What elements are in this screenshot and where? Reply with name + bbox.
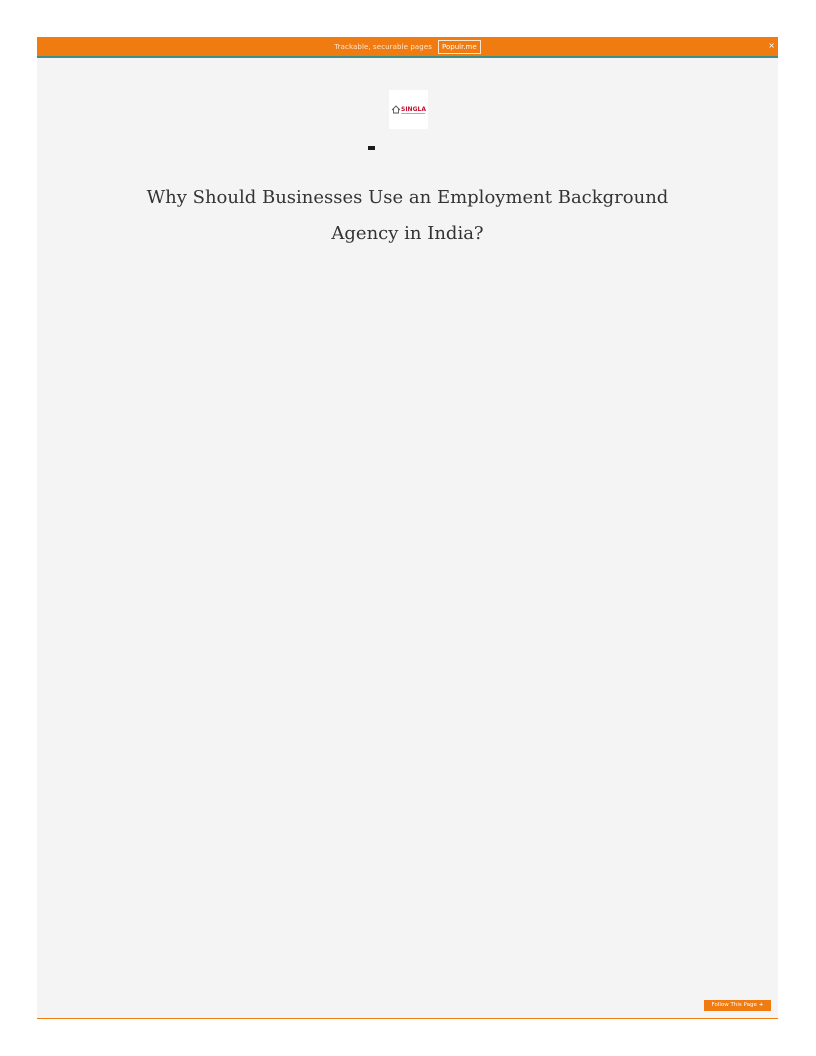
page-title: Why Should Businesses Use an Employment Background Agency in India? <box>146 187 669 244</box>
follow-page-button[interactable] <box>704 1000 771 1011</box>
separator-mark <box>368 146 375 150</box>
follow-label: Follow This Page <box>711 1002 757 1008</box>
house-logo-icon <box>391 103 427 117</box>
populr-button[interactable]: Populr.me <box>438 40 481 54</box>
close-icon[interactable]: × <box>768 41 775 50</box>
page-frame <box>37 37 778 1019</box>
plus-icon: + <box>758 1002 764 1008</box>
promo-bar <box>37 37 778 58</box>
promo-tagline: Trackable, securable pages <box>334 42 432 51</box>
logo-text: SINGLA <box>400 105 426 113</box>
company-logo <box>389 90 428 129</box>
